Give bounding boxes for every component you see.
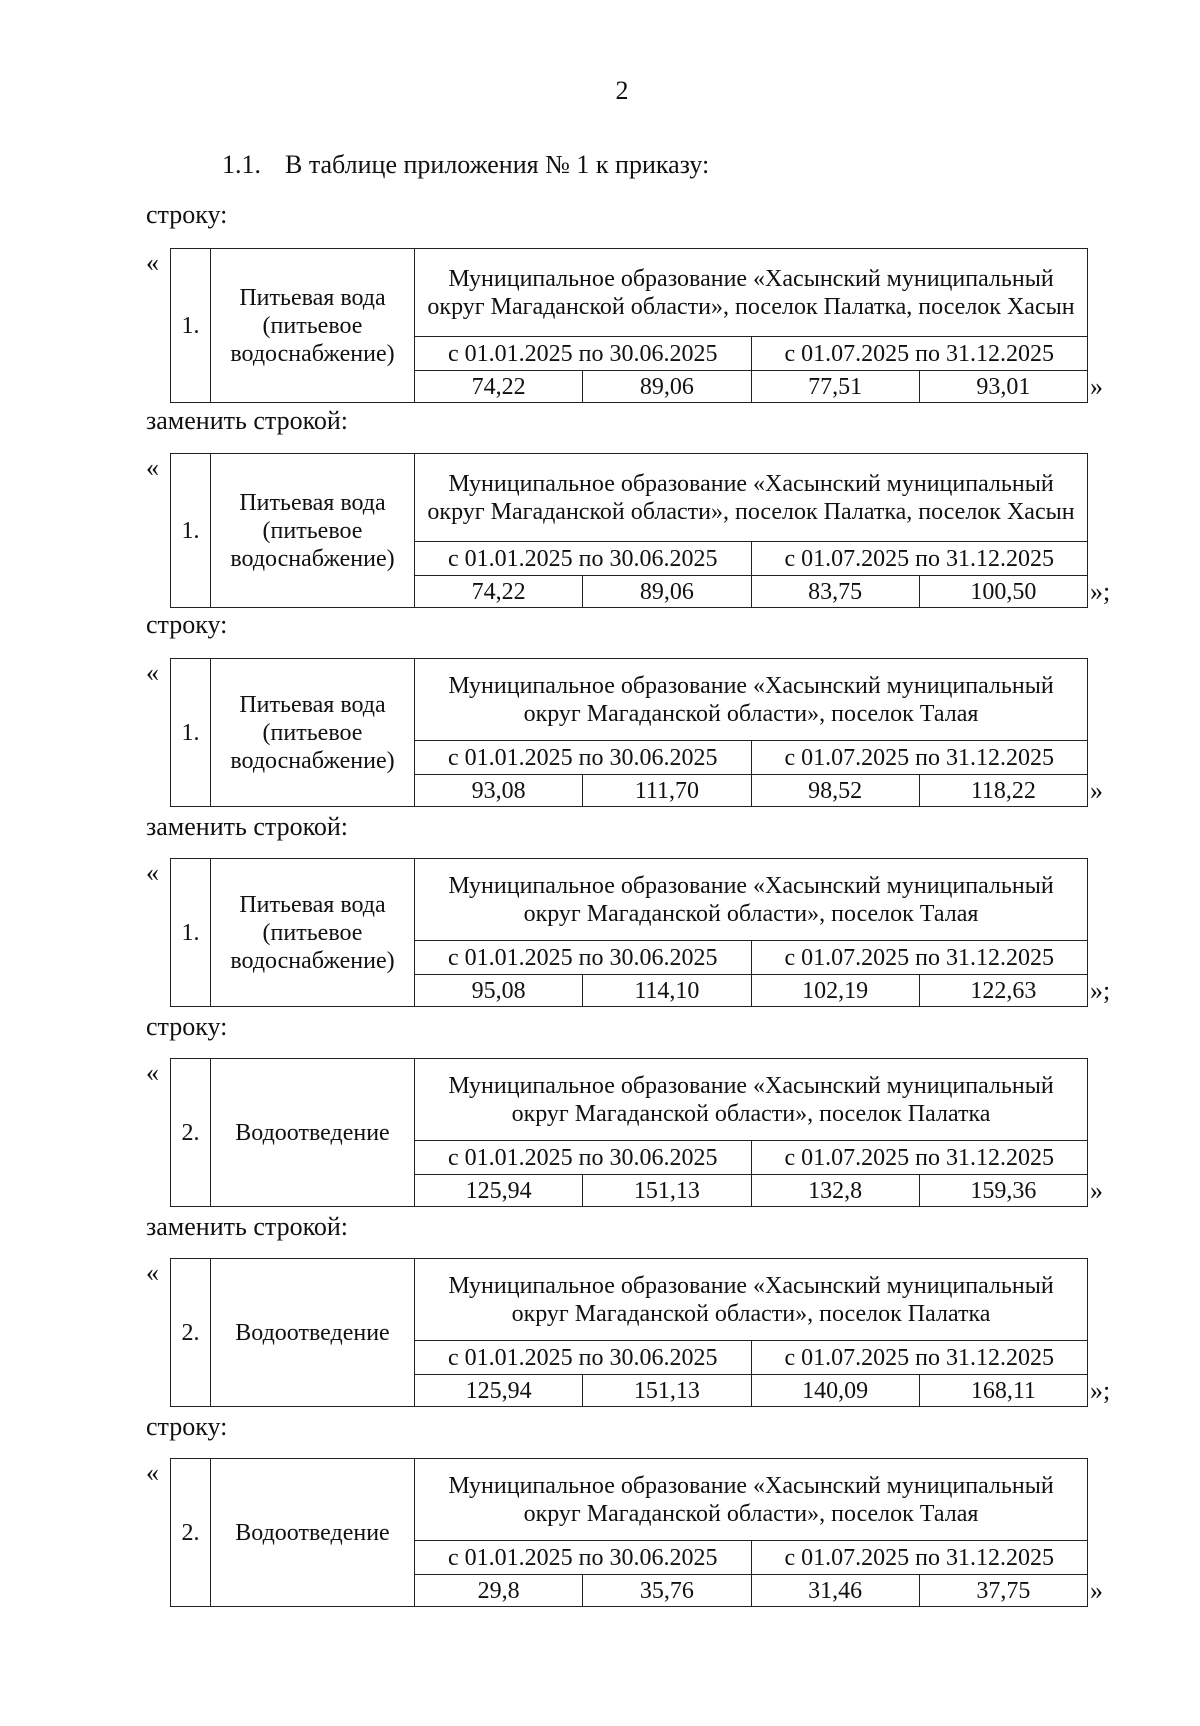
label-row: строку: [146, 1012, 228, 1041]
period-first-half: с 01.01.2025 по 30.06.2025 [415, 542, 752, 576]
tariff-table [170, 858, 1088, 1007]
tariff-value: 74,22 [415, 576, 583, 608]
service-name: Водоотведение [211, 1259, 415, 1407]
row-block-replacement-3 [146, 1258, 1111, 1406]
period-first-half: с 01.01.2025 по 30.06.2025 [415, 941, 752, 975]
row-block-original-2 [146, 658, 1106, 806]
tariff-value-vat: 93,01 [919, 371, 1087, 403]
label-replace: заменить строкой: [146, 1212, 349, 1241]
tariff-value-vat: 168,11 [919, 1375, 1087, 1407]
municipality: Муниципальное образование «Хасынский муниципальный округ Магаданской области», поселок Талая [415, 659, 1088, 741]
tariff-value-vat: 122,63 [919, 975, 1087, 1007]
quote-open: « [146, 1258, 159, 1287]
tariff-table [170, 1458, 1088, 1607]
period-first-half: с 01.01.2025 по 30.06.2025 [415, 1141, 752, 1175]
tariff-value: 98,52 [751, 775, 919, 807]
municipality: Муниципальное образование «Хасынский муниципальный округ Магаданской области», поселок Палатка, поселок Хасын [415, 454, 1088, 542]
label-replace: заменить строкой: [146, 812, 349, 841]
tariff-value: 77,51 [751, 371, 919, 403]
service-name: Питьевая вода (питьевое водоснабжение) [211, 454, 415, 608]
row-block-original-1 [146, 248, 1106, 402]
tariff-value-vat: 111,70 [583, 775, 751, 807]
tariff-value: 74,22 [415, 371, 583, 403]
period-first-half: с 01.01.2025 по 30.06.2025 [415, 1541, 752, 1575]
row-number: 1. [171, 859, 211, 1007]
period-second-half: с 01.07.2025 по 31.12.2025 [751, 542, 1088, 576]
tariff-value-vat: 37,75 [919, 1575, 1087, 1607]
row-block-replacement-1 [146, 453, 1111, 607]
tariff-value: 29,8 [415, 1575, 583, 1607]
quote-close: » [1090, 776, 1103, 805]
row-block-original-3 [146, 1058, 1106, 1206]
quote-open: « [146, 248, 159, 277]
tariff-value-vat: 159,36 [919, 1175, 1087, 1207]
period-second-half: с 01.07.2025 по 31.12.2025 [751, 1141, 1088, 1175]
municipality: Муниципальное образование «Хасынский муниципальный округ Магаданской области», поселок Палатка, поселок Хасын [415, 249, 1088, 337]
row-number: 2. [171, 1459, 211, 1607]
municipality: Муниципальное образование «Хасынский муниципальный округ Магаданской области», поселок Талая [415, 859, 1088, 941]
page-number: 2 [615, 76, 629, 105]
row-block-original-4 [146, 1458, 1106, 1606]
period-second-half: с 01.07.2025 по 31.12.2025 [751, 1541, 1088, 1575]
tariff-value-vat: 151,13 [583, 1375, 751, 1407]
period-second-half: с 01.07.2025 по 31.12.2025 [751, 741, 1088, 775]
service-name: Питьевая вода (питьевое водоснабжение) [211, 859, 415, 1007]
row-number: 2. [171, 1259, 211, 1407]
period-first-half: с 01.01.2025 по 30.06.2025 [415, 337, 752, 371]
quote-close-semicolon: »; [1090, 976, 1111, 1005]
label-row: строку: [146, 1412, 228, 1441]
tariff-table [170, 1258, 1088, 1407]
tariff-value-vat: 118,22 [919, 775, 1087, 807]
period-second-half: с 01.07.2025 по 31.12.2025 [751, 941, 1088, 975]
quote-close: » [1090, 372, 1103, 401]
tariff-value-vat: 89,06 [583, 576, 751, 608]
service-name: Водоотведение [211, 1459, 415, 1607]
period-first-half: с 01.01.2025 по 30.06.2025 [415, 741, 752, 775]
tariff-table [170, 248, 1088, 403]
row-number: 1. [171, 454, 211, 608]
row-number: 2. [171, 1059, 211, 1207]
quote-close: » [1090, 1576, 1103, 1605]
row-number: 1. [171, 249, 211, 403]
tariff-value-vat: 114,10 [583, 975, 751, 1007]
quote-open: « [146, 453, 159, 482]
tariff-value: 83,75 [751, 576, 919, 608]
service-name: Питьевая вода (питьевое водоснабжение) [211, 249, 415, 403]
tariff-value: 132,8 [751, 1175, 919, 1207]
tariff-value: 93,08 [415, 775, 583, 807]
quote-open: « [146, 658, 159, 687]
period-second-half: с 01.07.2025 по 31.12.2025 [751, 337, 1088, 371]
tariff-value-vat: 151,13 [583, 1175, 751, 1207]
quote-open: « [146, 1458, 159, 1487]
section-heading [222, 150, 709, 180]
quote-close-semicolon: »; [1090, 1376, 1111, 1405]
tariff-value: 102,19 [751, 975, 919, 1007]
tariff-table [170, 1058, 1088, 1207]
quote-open: « [146, 858, 159, 887]
row-block-replacement-2 [146, 858, 1111, 1006]
quote-open: « [146, 1058, 159, 1087]
tariff-value-vat: 100,50 [919, 576, 1087, 608]
label-row: строку: [146, 610, 228, 639]
tariff-value: 125,94 [415, 1375, 583, 1407]
label-row: строку: [146, 200, 228, 229]
tariff-value: 125,94 [415, 1175, 583, 1207]
tariff-value: 31,46 [751, 1575, 919, 1607]
quote-close-semicolon: »; [1090, 577, 1111, 606]
service-name: Водоотведение [211, 1059, 415, 1207]
period-first-half: с 01.01.2025 по 30.06.2025 [415, 1341, 752, 1375]
tariff-value: 140,09 [751, 1375, 919, 1407]
section-number: 1.1. [222, 150, 261, 179]
municipality: Муниципальное образование «Хасынский муниципальный округ Магаданской области», поселок Палатка [415, 1059, 1088, 1141]
quote-close: » [1090, 1176, 1103, 1205]
section-heading-text: В таблице приложения № 1 к приказу: [285, 150, 710, 179]
period-second-half: с 01.07.2025 по 31.12.2025 [751, 1341, 1088, 1375]
tariff-table [170, 453, 1088, 608]
label-replace: заменить строкой: [146, 406, 349, 435]
service-name: Питьевая вода (питьевое водоснабжение) [211, 659, 415, 807]
tariff-value-vat: 89,06 [583, 371, 751, 403]
row-number: 1. [171, 659, 211, 807]
municipality: Муниципальное образование «Хасынский муниципальный округ Магаданской области», поселок Талая [415, 1459, 1088, 1541]
municipality: Муниципальное образование «Хасынский муниципальный округ Магаданской области», поселок Палатка [415, 1259, 1088, 1341]
tariff-table [170, 658, 1088, 807]
tariff-value-vat: 35,76 [583, 1575, 751, 1607]
tariff-value: 95,08 [415, 975, 583, 1007]
